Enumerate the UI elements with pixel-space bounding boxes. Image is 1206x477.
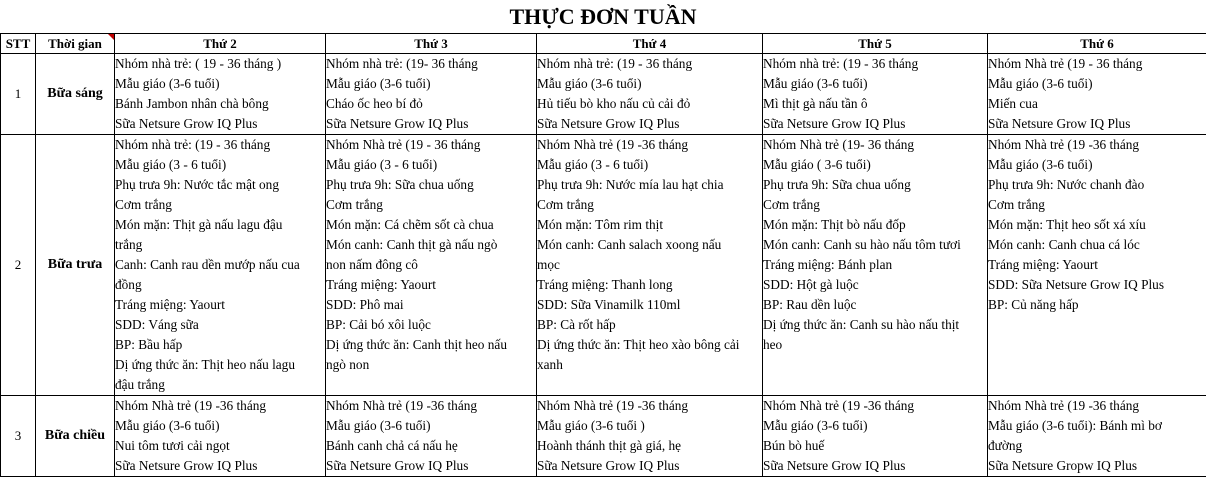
menu-line: Sữa Netsure Grow IQ Plus xyxy=(326,114,536,134)
menu-cell xyxy=(115,135,326,396)
menu-line: xanh xyxy=(537,355,762,375)
menu-cell xyxy=(537,54,763,135)
menu-line: SDD: Váng sữa xyxy=(115,315,325,335)
menu-line: Món mặn: Thịt heo sốt xá xíu xyxy=(988,215,1206,235)
menu-line: Bánh Jambon nhân chà bông xyxy=(115,94,325,114)
menu-line: Canh: Canh rau dền mướp nấu cua xyxy=(115,255,325,275)
meal-row-afternoon xyxy=(1,396,1206,477)
menu-line: Nhóm Nhà trẻ (19 - 36 tháng xyxy=(326,135,536,155)
menu-cell xyxy=(115,396,326,477)
menu-line: Tráng miệng: Yaourt xyxy=(988,255,1206,275)
menu-line: Món canh: Canh salach xoong nấu xyxy=(537,235,762,255)
menu-line: Mẫu giáo (3-6 tuổi) xyxy=(115,74,325,94)
menu-line: Nhóm nhà trẻ: (19- 36 tháng xyxy=(326,54,536,74)
meal-name: Bữa chiều xyxy=(36,396,115,477)
day-header-mon: Thứ 2 xyxy=(115,34,326,54)
row-number: 2 xyxy=(1,135,36,396)
menu-line: Nhóm Nhà trẻ (19 -36 tháng xyxy=(763,396,987,416)
menu-line: Món mặn: Cá chẽm sốt cà chua xyxy=(326,215,536,235)
menu-line: Sữa Netsure Grow IQ Plus xyxy=(988,114,1206,134)
menu-line: Dị ứng thức ăn: Thịt heo nấu lagu xyxy=(115,355,325,375)
menu-line: Tráng miệng: Yaourt xyxy=(115,295,325,315)
page-title: THỰC ĐƠN TUẦN xyxy=(0,0,1206,33)
row-number: 1 xyxy=(1,54,36,135)
menu-line: Mẫu giáo (3-6 tuổi) xyxy=(326,416,536,436)
menu-line: BP: Củ năng hấp xyxy=(988,295,1206,315)
menu-line: đồng xyxy=(115,275,325,295)
menu-line: Sữa Netsure Grow IQ Plus xyxy=(537,456,762,476)
menu-line: Nhóm nhà trẻ: (19 - 36 tháng xyxy=(537,54,762,74)
menu-line: Dị ứng thức ăn: Canh su hào nấu thịt xyxy=(763,315,987,335)
menu-line: Món canh: Canh chua cá lóc xyxy=(988,235,1206,255)
menu-line: Nhóm nhà trẻ: (19 - 36 tháng xyxy=(115,135,325,155)
menu-line: Mẫu giáo (3 - 6 tuổi) xyxy=(537,155,762,175)
menu-line: Sữa Netsure Grow IQ Plus xyxy=(115,114,325,134)
menu-line: BP: Bầu hấp xyxy=(115,335,325,355)
menu-line: Mẫu giáo (3-6 tuổi) xyxy=(537,74,762,94)
menu-line: Món canh: Canh su hào nấu tôm tươi xyxy=(763,235,987,255)
menu-line: Mẫu giáo (3-6 tuổi): Bánh mì bơ xyxy=(988,416,1206,436)
day-header-tue: Thứ 3 xyxy=(326,34,537,54)
menu-line: Sữa Netsure Grow IQ Plus xyxy=(763,114,987,134)
menu-line: Nhóm nhà trẻ: ( 19 - 36 tháng ) xyxy=(115,54,325,74)
menu-line: Cơm trắng xyxy=(988,195,1206,215)
menu-line: đường xyxy=(988,436,1206,456)
menu-line: Nhóm Nhà trẻ (19 -36 tháng xyxy=(988,135,1206,155)
menu-line: Nhóm Nhà trẻ (19 -36 tháng xyxy=(537,396,762,416)
menu-line: Dị ứng thức ăn: Thịt heo xào bông cải xyxy=(537,335,762,355)
menu-line: Sữa Netsure Grow IQ Plus xyxy=(763,456,987,476)
menu-line: Bún bò huế xyxy=(763,436,987,456)
menu-cell xyxy=(115,54,326,135)
menu-line: Mẫu giáo (3-6 tuổi) xyxy=(763,74,987,94)
menu-line: Hủ tiếu bò kho nấu củ cải đỏ xyxy=(537,94,762,114)
menu-line: Cơm trắng xyxy=(115,195,325,215)
time-header-label: Thời gian xyxy=(48,36,102,51)
menu-line: Mì thịt gà nấu tần ô xyxy=(763,94,987,114)
menu-line: Cháo ốc heo bí đỏ xyxy=(326,94,536,114)
menu-cell xyxy=(326,396,537,477)
comment-indicator-icon xyxy=(108,34,114,40)
menu-line: Sữa Netsure Grow IQ Plus xyxy=(115,456,325,476)
menu-line: Nhóm Nhà trẻ (19 -36 tháng xyxy=(988,396,1206,416)
menu-line: Phụ trưa 9h: Sữa chua uống xyxy=(326,175,536,195)
menu-cell xyxy=(988,396,1206,477)
menu-line: BP: Cải bó xôi luộc xyxy=(326,315,536,335)
menu-line: Món mặn: Thịt bò nấu đốp xyxy=(763,215,987,235)
menu-line: Tráng miệng: Thanh long xyxy=(537,275,762,295)
menu-line: Mẫu giáo (3-6 tuổi) xyxy=(988,74,1206,94)
menu-line: Nhóm Nhà trẻ (19 -36 tháng xyxy=(326,396,536,416)
menu-line: Nhóm Nhà trẻ (19 - 36 tháng xyxy=(988,54,1206,74)
menu-line: Nhóm Nhà trẻ (19- 36 tháng xyxy=(763,135,987,155)
menu-line: Nui tôm tươi cải ngọt xyxy=(115,436,325,456)
menu-line: Mẫu giáo (3 - 6 tuổi) xyxy=(326,155,536,175)
menu-line: Nhóm Nhà trẻ (19 -36 tháng xyxy=(537,135,762,155)
menu-line: Sữa Netsure Gropw IQ Plus xyxy=(988,456,1206,476)
menu-line: Tráng miệng: Bánh plan xyxy=(763,255,987,275)
menu-line: trắng xyxy=(115,235,325,255)
menu-line: Dị ứng thức ăn: Canh thịt heo nấu xyxy=(326,335,536,355)
menu-cell xyxy=(763,135,988,396)
menu-line: heo xyxy=(763,335,987,355)
stt-header: STT xyxy=(1,34,36,54)
day-header-thu: Thứ 5 xyxy=(763,34,988,54)
menu-line: Sữa Netsure Grow IQ Plus xyxy=(537,114,762,134)
meal-row-breakfast xyxy=(1,54,1206,135)
menu-line: SDD: Sữa Vinamilk 110ml xyxy=(537,295,762,315)
day-header-wed: Thứ 4 xyxy=(537,34,763,54)
menu-line: Mẫu giáo (3-6 tuổi) xyxy=(326,74,536,94)
weekly-menu-table xyxy=(0,33,1206,477)
menu-line: Nhóm nhà trẻ: (19 - 36 tháng xyxy=(763,54,987,74)
menu-line: Phụ trưa 9h: Nước mía lau hạt chia xyxy=(537,175,762,195)
menu-line: Cơm trắng xyxy=(326,195,536,215)
menu-line: Phụ trưa 9h: Nước chanh đào xyxy=(988,175,1206,195)
menu-line: Bánh canh chả cá nấu hẹ xyxy=(326,436,536,456)
menu-line: SDD: Phô mai xyxy=(326,295,536,315)
menu-line: Mẫu giáo (3-6 tuổi) xyxy=(115,416,325,436)
menu-line: Cơm trắng xyxy=(537,195,762,215)
header-row xyxy=(1,34,1206,54)
menu-line: Mẫu giáo (3 - 6 tuổi) xyxy=(115,155,325,175)
menu-line: Miến cua xyxy=(988,94,1206,114)
menu-line: mọc xyxy=(537,255,762,275)
time-header xyxy=(36,34,115,54)
menu-line: Nhóm Nhà trẻ (19 -36 tháng xyxy=(115,396,325,416)
menu-line: Cơm trắng xyxy=(763,195,987,215)
row-number: 3 xyxy=(1,396,36,477)
menu-cell xyxy=(537,396,763,477)
menu-line: Mẫu giáo (3-6 tuổi) xyxy=(988,155,1206,175)
menu-line: Món mặn: Thịt gà nấu lagu đậu xyxy=(115,215,325,235)
menu-line: Mẫu giáo (3-6 tuổi ) xyxy=(537,416,762,436)
menu-line: Mẫu giáo ( 3-6 tuổi) xyxy=(763,155,987,175)
menu-cell xyxy=(326,135,537,396)
menu-line: non nấm đông cô xyxy=(326,255,536,275)
menu-line: ngò non xyxy=(326,355,536,375)
menu-cell xyxy=(988,54,1206,135)
meal-name: Bữa sáng xyxy=(36,54,115,135)
menu-cell xyxy=(537,135,763,396)
menu-line: Sữa Netsure Grow IQ Plus xyxy=(326,456,536,476)
menu-line: BP: Rau dền luộc xyxy=(763,295,987,315)
menu-line: đậu trắng xyxy=(115,375,325,395)
menu-line: Phụ trưa 9h: Nước tắc mật ong xyxy=(115,175,325,195)
menu-line: Món mặn: Tôm rim thịt xyxy=(537,215,762,235)
menu-line: Tráng miệng: Yaourt xyxy=(326,275,536,295)
menu-line: Hoành thánh thịt gà giá, hẹ xyxy=(537,436,762,456)
menu-line: Phụ trưa 9h: Sữa chua uống xyxy=(763,175,987,195)
menu-cell xyxy=(988,135,1206,396)
menu-cell xyxy=(763,54,988,135)
menu-cell xyxy=(763,396,988,477)
day-header-fri: Thứ 6 xyxy=(988,34,1206,54)
meal-name: Bữa trưa xyxy=(36,135,115,396)
meal-row-lunch xyxy=(1,135,1206,396)
menu-cell xyxy=(326,54,537,135)
menu-line: Mẫu giáo (3-6 tuổi) xyxy=(763,416,987,436)
menu-line: SDD: Sữa Netsure Grow IQ Plus xyxy=(988,275,1206,295)
menu-line: Món canh: Canh thịt gà nấu ngò xyxy=(326,235,536,255)
menu-line: BP: Cà rốt hấp xyxy=(537,315,762,335)
menu-line: SDD: Hột gà luộc xyxy=(763,275,987,295)
